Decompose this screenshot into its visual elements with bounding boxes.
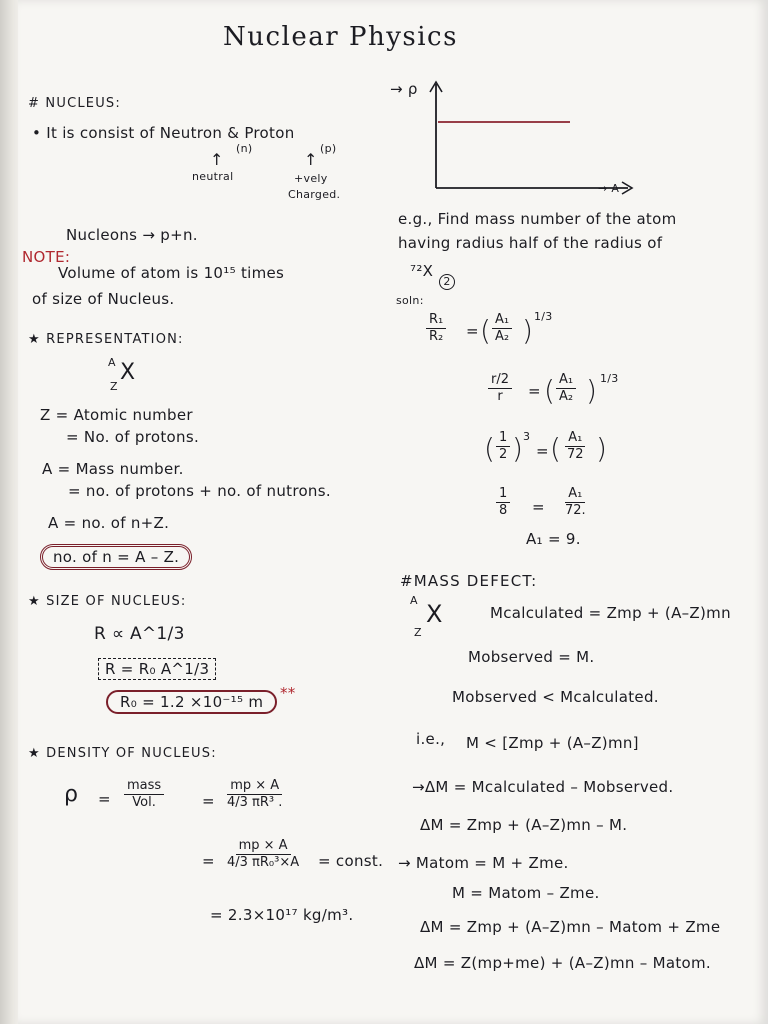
frac-numerator: mass	[124, 778, 164, 795]
frac-numerator: mp × A	[236, 838, 291, 855]
atomic-number-symbol: Z	[414, 626, 422, 639]
equals: =	[98, 790, 111, 808]
paren-open: (	[480, 314, 492, 347]
exponent: 1/3	[534, 310, 553, 323]
density-value: = 2.3×10¹⁷ kg/m³.	[210, 906, 354, 924]
importance-stars: **	[280, 684, 296, 702]
size-heading: ★ SIZE OF NUCLEUS:	[28, 594, 187, 609]
graph-y-label: → ρ	[390, 80, 418, 98]
paren-open: (	[550, 432, 562, 465]
a-definition-2: = no. of protons + no. of nutrons.	[68, 482, 331, 500]
frac-numerator: A₁	[565, 486, 585, 503]
frac-denominator: 2	[499, 447, 508, 462]
mass-over-volume	[124, 778, 164, 811]
equals: =	[466, 322, 479, 340]
mass-number-symbol: A	[410, 594, 418, 607]
mass-calculated: Mcalculated = Zmp + (A–Z)mn	[490, 604, 731, 622]
nucleus-line: • It is consist of Neutron & Proton	[32, 124, 295, 142]
step1-left	[426, 312, 446, 345]
r0-value-oval: R₀ = 1.2 ×10⁻¹⁵ m	[106, 690, 277, 714]
exponent: 1/3	[600, 372, 619, 385]
mass-observed: Mobserved = M.	[468, 648, 595, 666]
example-line-1: e.g., Find mass number of the atom	[398, 210, 677, 228]
step1-right	[492, 312, 512, 345]
example-nuclide: ⁷²X	[410, 262, 434, 280]
paren-open: (	[544, 374, 556, 407]
arrow-up-icon: ↑	[210, 150, 224, 169]
neutral-label: neutral	[192, 170, 234, 183]
frac-denominator: R₂	[429, 329, 444, 344]
frac-numerator: A₁	[492, 312, 512, 329]
frac-numerator: A₁	[556, 372, 576, 389]
mass-defect-eq-1: →ΔM = Mcalculated – Mobserved.	[412, 778, 674, 796]
frac-denominator: A₂	[495, 329, 510, 344]
positive-label: +vely	[294, 172, 328, 185]
frac-denominator: A₂	[559, 389, 574, 404]
step4-left	[496, 486, 510, 519]
mass-defect-eq-3: ΔM = Zmp + (A–Z)mn – Matom + Zme	[420, 918, 721, 936]
example-result: A₁ = 9.	[526, 530, 581, 548]
note-label: NOTE:	[22, 248, 71, 266]
frac-numerator: A₁	[565, 430, 585, 447]
solution-label: soln:	[396, 294, 424, 307]
neutron-count-box: no. of n = A – Z.	[40, 544, 192, 570]
page-title: Nuclear Physics	[223, 22, 458, 52]
paren-close: )	[512, 432, 524, 465]
equals: =	[528, 382, 541, 400]
mass-defect-eq-4: ΔM = Z(mp+me) + (A–Z)mn – Matom.	[414, 954, 712, 972]
paren-close: )	[522, 314, 534, 347]
step3-left	[496, 430, 510, 463]
frac-denominator: 8	[499, 503, 508, 518]
charged-label: Charged.	[288, 188, 341, 201]
rho-symbol: ρ	[64, 782, 79, 807]
notebook-page	[18, 0, 768, 1024]
frac-denominator: 4/3 πR₀³×A	[227, 855, 300, 870]
ie-expression: M < [Zmp + (A–Z)mn]	[466, 734, 639, 752]
z-definition-1: Z = Atomic number	[40, 406, 193, 424]
element-symbol: X	[426, 600, 443, 628]
density-constant: = const.	[318, 852, 384, 870]
equals: =	[532, 498, 545, 516]
circled-number: 2	[439, 274, 455, 290]
frac-numerator: 1	[496, 430, 510, 447]
a-definition-1: A = Mass number.	[42, 460, 184, 478]
mass-defect-heading: #MASS DEFECT:	[400, 572, 538, 590]
density-heading: ★ DENSITY OF NUCLEUS:	[28, 746, 217, 761]
paren-close: )	[596, 432, 608, 465]
element-symbol: X	[120, 360, 136, 385]
frac-denominator: 4/3 πR³ .	[227, 795, 283, 810]
atom-mass-eq: → Matom = M + Zme.	[398, 854, 569, 872]
atomic-number-symbol: Z	[110, 380, 118, 393]
proton-symbol: (p)	[320, 142, 337, 155]
frac-denominator: 72.	[565, 503, 586, 518]
nucleus-mass-eq: M = Matom – Zme.	[452, 884, 600, 902]
frac-numerator: r/2	[488, 372, 512, 389]
size-proportionality: R ∝ A^1/3	[94, 624, 185, 644]
arrow-up-icon: ↑	[304, 150, 318, 169]
mass-inequality: Mobserved < Mcalculated.	[452, 688, 659, 706]
nucleus-heading: # NUCLEUS:	[28, 96, 121, 111]
frac-denominator: Vol.	[132, 795, 156, 810]
equals: =	[202, 792, 215, 810]
density-fraction-2	[224, 838, 302, 871]
step2-right	[556, 372, 576, 405]
mass-number-symbol: A	[108, 356, 116, 369]
representation-heading: ★ REPRESENTATION:	[28, 332, 184, 347]
note-line-1: Volume of atom is 10¹⁵ times	[58, 264, 285, 282]
step4-right	[562, 486, 589, 519]
size-formula-box: R = R₀ A^1/3	[98, 658, 216, 680]
frac-denominator: r	[497, 389, 503, 404]
a-definition-3: A = no. of n+Z.	[48, 514, 170, 532]
nucleons-line: Nucleons → p+n.	[66, 226, 198, 244]
example-line-2: having radius half of the radius of	[398, 234, 663, 252]
paren-open: (	[484, 432, 496, 465]
note-line-2: of size of Nucleus.	[32, 290, 175, 308]
ie-label: i.e.,	[416, 730, 446, 748]
frac-numerator: mp × A	[227, 778, 282, 795]
step3-right	[564, 430, 587, 463]
frac-numerator: 1	[496, 486, 510, 503]
frac-numerator: R₁	[426, 312, 446, 329]
neutron-symbol: (n)	[236, 142, 253, 155]
step2-left	[488, 372, 512, 405]
frac-denominator: 72	[567, 447, 584, 462]
graph-x-label: → A	[598, 182, 620, 195]
z-definition-2: = No. of protons.	[66, 428, 200, 446]
density-fraction-1	[224, 778, 285, 811]
paren-close: )	[586, 374, 598, 407]
density-graph	[418, 76, 718, 206]
mass-defect-eq-2: ΔM = Zmp + (A–Z)mn – M.	[420, 816, 628, 834]
exponent: 3	[523, 430, 531, 443]
equals: =	[202, 852, 215, 870]
equals: =	[536, 442, 549, 460]
